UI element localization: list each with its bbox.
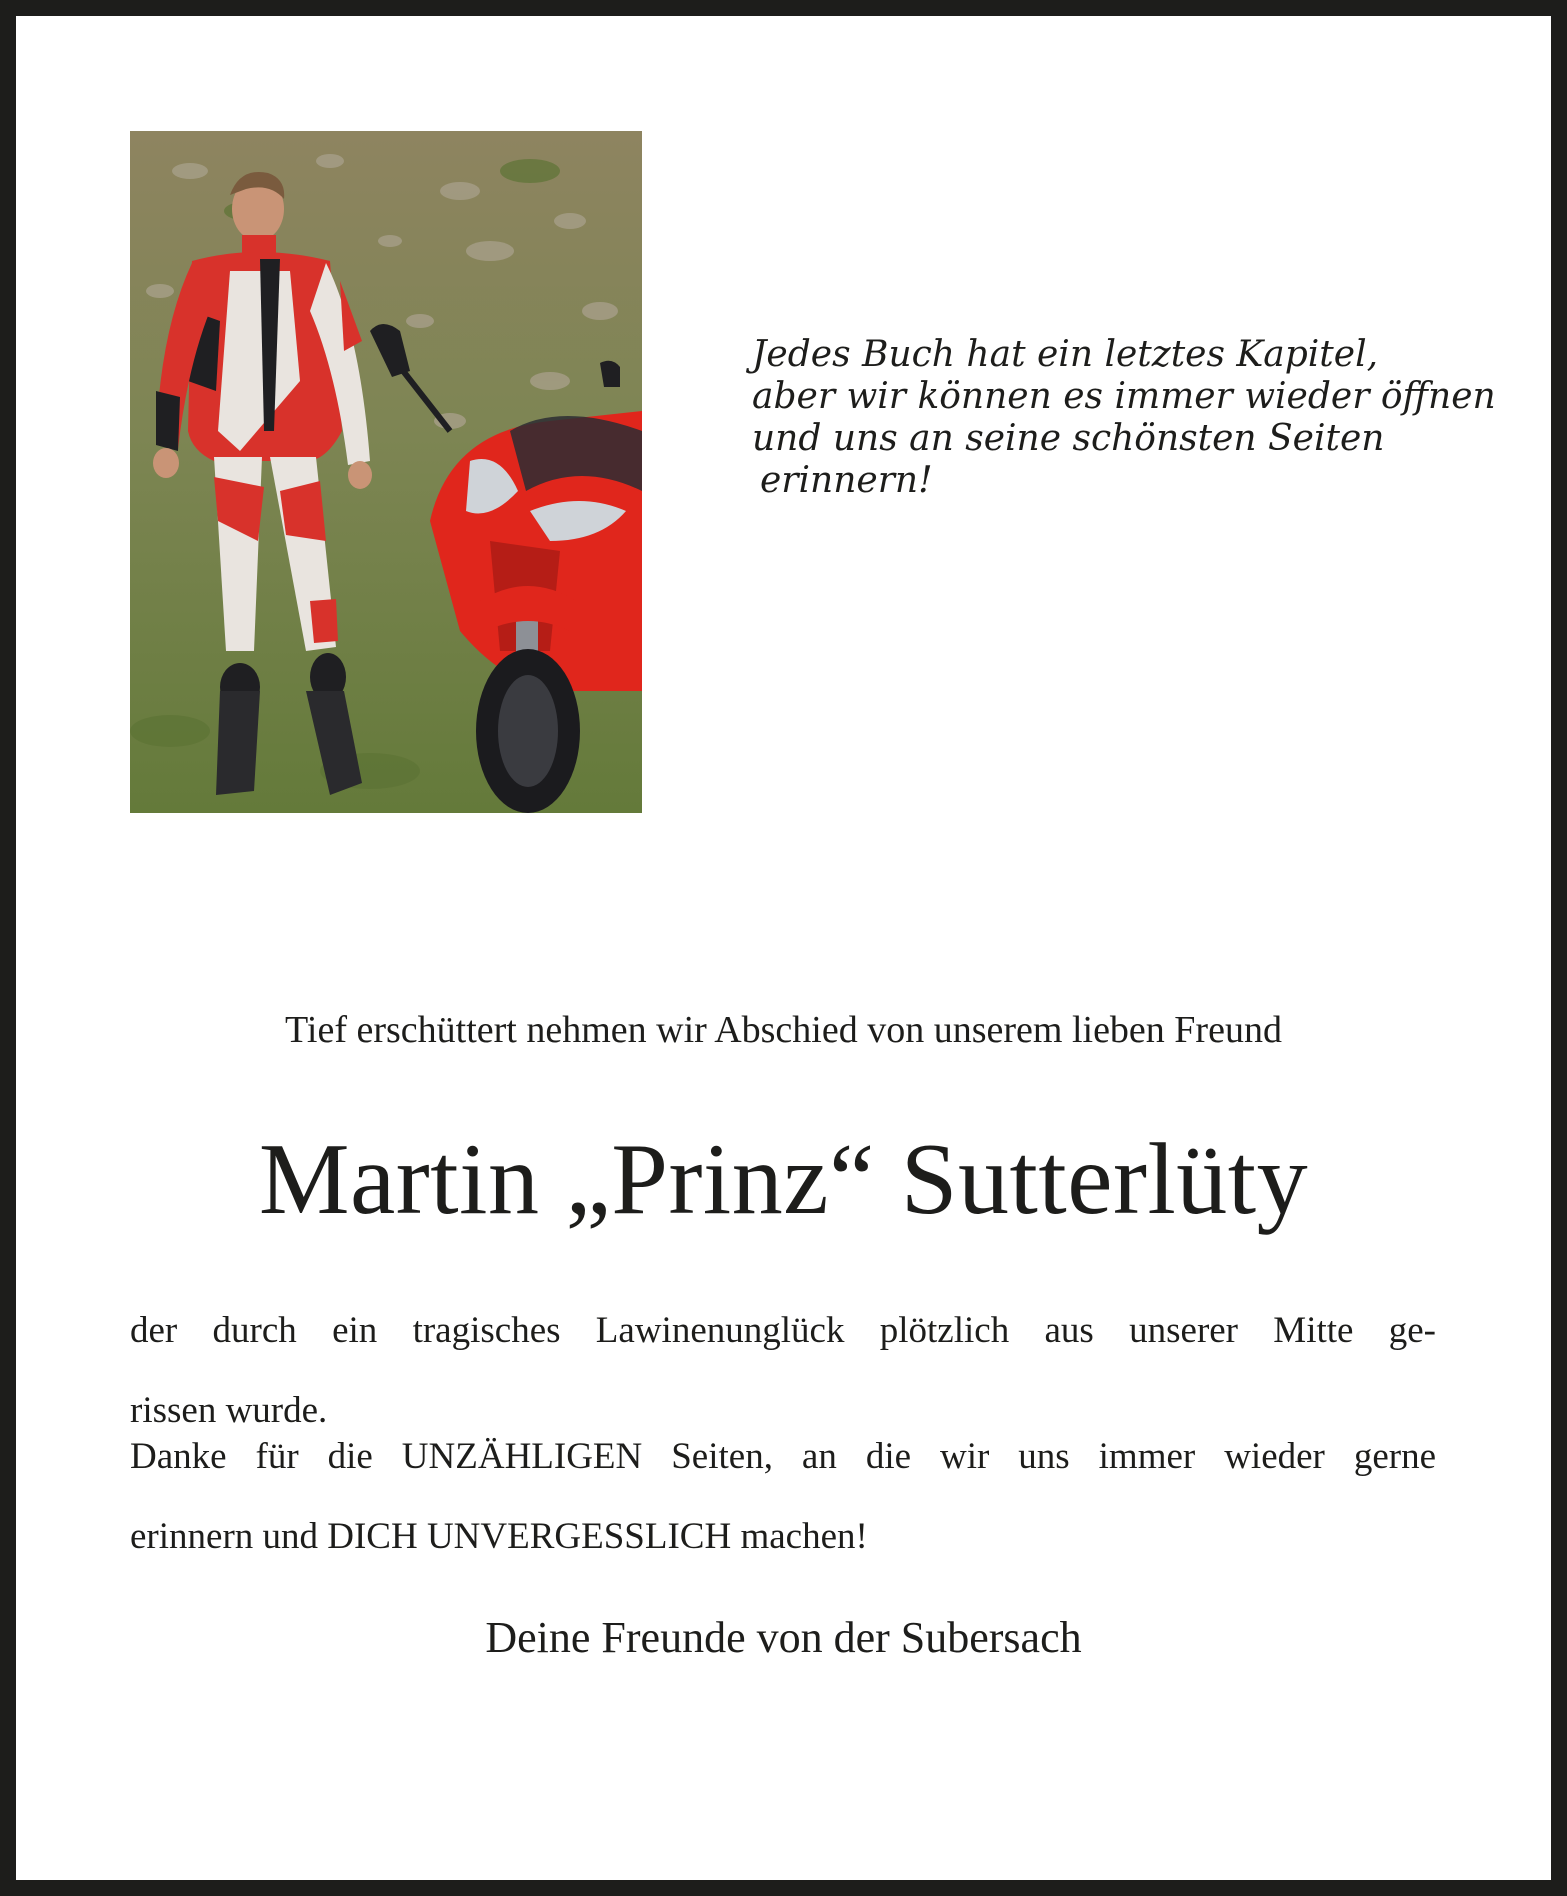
body-paragraph-1 [130, 1311, 1436, 1391]
memorial-photo [130, 131, 642, 813]
body-text: erinnern und DICH UNVERGESSLICH machen! [130, 1516, 868, 1557]
quote-line: aber wir können es immer wieder öffnen [752, 376, 1496, 417]
quote-line: und uns an seine schönsten Seiten [752, 418, 1385, 459]
memorial-quote [752, 334, 1496, 502]
body-text: rissen wurde. [130, 1390, 328, 1431]
signature: Deine Freunde von der Subersach [485, 1613, 1082, 1662]
quote-line: Jedes Buch hat ein letztes Kapitel, [752, 334, 1379, 375]
body-text: Danke für die UNZÄHLIGEN Seiten, an die wir uns immer wieder gerne [130, 1436, 1436, 1477]
body-paragraph-1-end [130, 1391, 1436, 1431]
farewell-intro: Tief erschüttert nehmen wir Abschied von unserem lieben Freund [285, 1009, 1282, 1051]
motorcyclist-photo-illustration [130, 131, 642, 813]
body-paragraph-2 [130, 1437, 1436, 1517]
obituary-body [130, 1311, 1436, 1557]
quote-line: erinnern! [760, 460, 933, 501]
body-text: der durch ein tragisches Lawinenunglück plötzlich aus unserer Mitte ge- [130, 1310, 1436, 1351]
body-paragraph-2-end [130, 1517, 1436, 1557]
deceased-name: Martin „Prinz“ Sutterlüty [258, 1123, 1309, 1236]
